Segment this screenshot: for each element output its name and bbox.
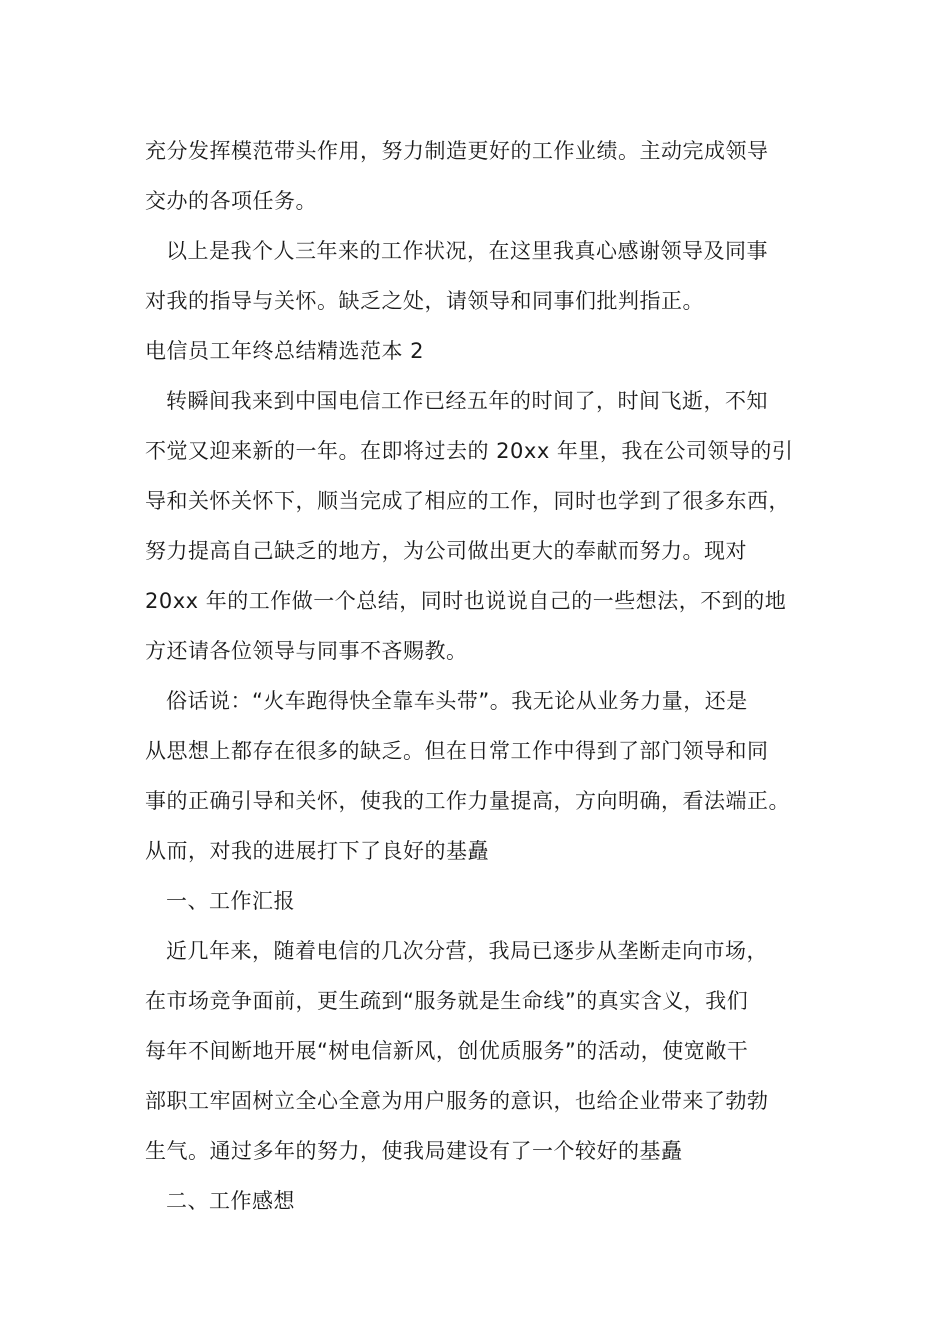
body-text-line: 在市场竞争面前，更生疏到“服务就是生命线”的真实含义，我们 [145,989,749,1013]
body-text-line: 每年不间断地开展“树电信新风，创优质服务”的活动，使宽敞干 [145,1039,749,1063]
body-text-line: 不觉又迎来新的一年。在即将过去的 20xx 年里，我在公司领导的引 [145,439,794,463]
body-text-line: 以上是我个人三年来的工作状况，在这里我真心感谢领导及同事 [166,239,768,263]
body-text-line: 部职工牢固树立全心全意为用户服务的意识，也给企业带来了勃勃 [145,1089,769,1113]
body-text-line: 近几年来，随着电信的几次分营，我局已逐步从垄断走向市场， [166,939,768,963]
body-text-line: 努力提高自己缺乏的地方，为公司做出更大的奉献而努力。现对 [145,539,747,563]
body-text-line: 转瞬间我来到中国电信工作已经五年的时间了，时间飞逝，不知 [166,389,768,413]
body-text-line: 从而，对我的进展打下了良好的基矗 [145,839,489,863]
section-heading: 电信员工年终总结精选范本 2 [145,339,425,363]
body-text-line: 对我的指导与关怀。缺乏之处，请领导和同事们批判指正。 [145,289,704,313]
body-text-line: 生气。通过多年的努力，使我局建设有了一个较好的基矗 [145,1139,683,1163]
body-text-line: 20xx 年的工作做一个总结，同时也说说自己的一些想法，不到的地 [145,589,787,613]
body-text-line: 俗话说：“火车跑得快全靠车头带”。我无论从业务力量，还是 [166,689,748,713]
body-text-line: 事的正确引导和关怀，使我的工作力量提高，方向明确，看法端正。 [145,789,790,813]
subsection-heading: 一、工作汇报 [166,889,295,913]
subsection-heading: 二、工作感想 [166,1189,295,1213]
body-text-line: 充分发挥模范带头作用，努力制造更好的工作业绩。主动完成领导 [145,139,769,163]
body-text-line: 方还请各位领导与同事不吝赐教。 [145,639,468,663]
body-text-line: 交办的各项任务。 [145,189,317,213]
body-text-line: 从思想上都存在很多的缺乏。但在日常工作中得到了部门领导和同 [145,739,769,763]
body-text-line: 导和关怀关怀下，顺当完成了相应的工作，同时也学到了很多东西， [145,489,790,513]
